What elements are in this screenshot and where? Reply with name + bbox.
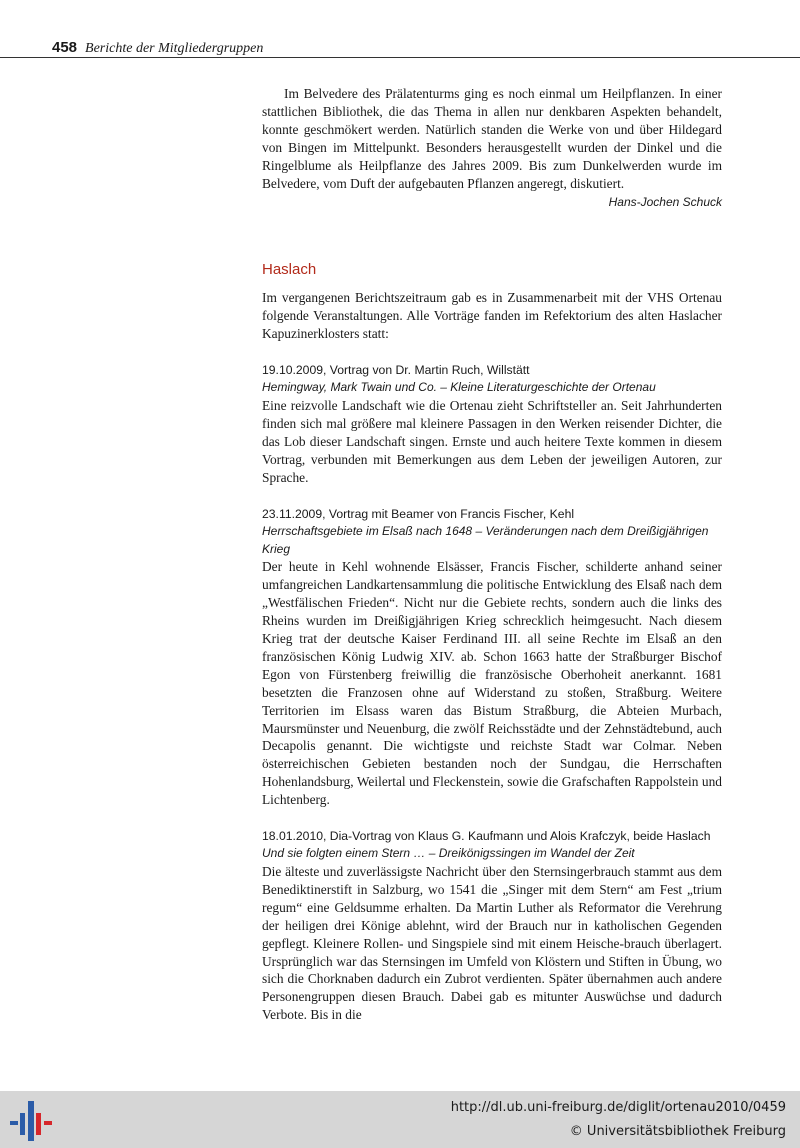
event-title: 18.01.2010, Dia-Vortrag von Klaus G. Kaufmann und Alois Krafczyk, beide Haslach <box>262 829 711 844</box>
page-number: 458 <box>52 39 78 56</box>
event-1 <box>262 361 722 486</box>
event-subtitle: Und sie folgten einem Stern … – Dreikönigssingen im Wandel der Zeit <box>262 846 635 861</box>
page-body <box>262 85 722 1024</box>
event-description: Der heute in Kehl wohnende Elsässer, Francis Fischer, schilderte anhand seiner umfangreichen Landkartensammlung die politische Entwicklung des Elsaß nach dem „Westfälischen Frieden“. Nicht nur die Gebiete rechts, sondern auch die links des Rheins wurden im Dreißigjährigen Krieg schrecklich heimgesucht. Nach diesem Krieg trat der deutsche Kaiser Ferdinand III. all seine Rechte im Elsaß an den französischen König Ludwig XIV. ab. Schon 1663 hatte der Straßburger Bischof Egon von Fürstenberg freiwillig die französische Oberhoheit anerkannt. 1681 besetzten die Franzosen ohne auf Widerstand zu stoßen, Straßburg. Weitere Territorien im Elsass waren das Bistum Straßburg, die Abteien Murbach, Maursmünster und Neuenburg, die zwölf Reichsstädte und der Zehnstädtebund, auch Decapolis genannt. Die wichtigste und reichste Stadt war Colmar. Neben österreichischen Gebieten bestanden noch der Sundgau, die Herrschaften Hohenlandsburg, Weilertal und Fleckenstein, sowie die Grafschaften Rappolstein und Lichtenberg. <box>262 559 722 808</box>
event-description: Die älteste und zuverlässigste Nachricht über den Sternsingerbrauch stammt aus dem Benediktinerstift in Salzburg, wo 1541 die „Singer mit dem Stern“ am Fest „trium regum“ eine Geldsumme erhalten. Da Martin Luther als Reformator die Verehrung der heiligen drei Könige ablehnt, wird der Brauch nur in katholischen Gegenden gepflegt. Kleinere Rollen- und Singspiele sind mit einem Heische-brauch überlagert. Ursprünglich war das Sternsingen im Umfeld von Klöstern und Stiften in Übung, wo sich die Chorknaben dadurch ein Zubrot verdienten. Später übernahmen auch andere Personengruppen diesen Brauch. Dabei gab es mitunter Auswüchse und dadurch Verbote. Bis in die <box>262 864 722 1023</box>
event-description: Eine reizvolle Landschaft wie die Ortenau zieht Schriftsteller an. Seit Jahrhunderten finden sich mal größere mal kleinere Passagen in den Werken reisender Dichter, die das Lob dieser Landschaft singen. Ernste und auch heitere Texte kommen in diesem Vortrag, verbunden mit Bemerkungen aus dem Leben der jeweiligen Autoren, zur Sprache. <box>262 398 722 485</box>
event-title: 23.11.2009, Vortrag mit Beamer von Francis Fischer, Kehl <box>262 506 575 521</box>
author-signature: Hans-Jochen Schuck <box>608 195 722 210</box>
event-subtitle: Hemingway, Mark Twain und Co. – Kleine Literaturgeschichte der Ortenau <box>262 380 656 395</box>
footer-bar <box>0 1091 800 1148</box>
event-2 <box>262 505 722 810</box>
running-head <box>52 38 263 59</box>
event-title: 19.10.2009, Vortrag von Dr. Martin Ruch, Willstätt <box>262 363 530 378</box>
running-section-title: Berichte der Mitgliedergruppen <box>85 41 264 56</box>
intro-paragraph: Im Belvedere des Prälatenturms ging es noch einmal um Heilpflanzen. In einer stattlichen Bibliothek, die das Thema in allen nur denkbaren Aspekten behandelt, konnte geschmökert werden. Natürlich standen die Werke von und über Hildegard von Bingen im Mittelpunkt. Besonders herausgestellt wurden der Dinkel und die Ringelblume als Heilpflanze des Jahres 2009. Bis zum Dunkelwerden wurde im Belvedere, vom Duft der aufgebauten Pflanzen angeregt, diskutiert. <box>262 86 722 191</box>
section-heading-haslach: Haslach <box>262 261 317 279</box>
haslach-intro: Im vergangenen Berichtszeitraum gab es in Zusammenarbeit mit der VHS Ortenau folgende Veranstaltungen. Alle Vorträge fanden im Refektorium des alten Haslacher Kapuzinerklosters statt: <box>262 290 722 342</box>
library-logo-icon <box>10 1099 54 1141</box>
event-subtitle: Herrschaftsgebiete im Elsaß nach 1648 – Veränderungen nach dem Dreißigjährigen Krieg <box>262 523 709 556</box>
footer-url-link[interactable]: http://dl.ub.uni-freiburg.de/diglit/ortenau2010/0459 <box>450 1100 786 1115</box>
event-3 <box>262 827 722 1024</box>
header-rule <box>0 57 800 58</box>
footer-copyright: © Universitätsbibliothek Freiburg <box>569 1124 786 1139</box>
